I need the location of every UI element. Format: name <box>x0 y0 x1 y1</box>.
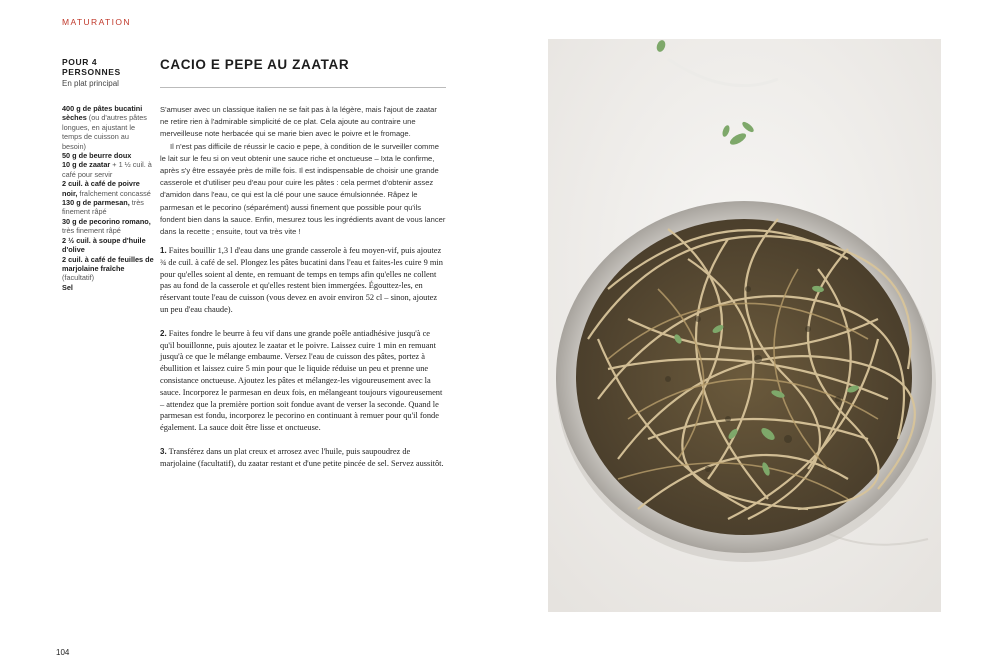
ingredient-item: 10 g de zaatar + 1 ½ cuil. à café pour servir <box>62 160 152 179</box>
serves-block <box>62 57 152 88</box>
step-number: 3. <box>160 446 167 456</box>
ingredient-item: Sel <box>62 282 73 292</box>
step-text: Transférez dans un plat creux et arrosez avec l'huile, puis saupoudrez de marjolaine (facultatif), du zaatar restant et d'une petite pincée de sel. Servez aussitôt. <box>160 446 444 468</box>
ingredient-list <box>62 104 154 292</box>
pasta-bowl-photo <box>548 39 941 612</box>
method-steps <box>160 245 446 482</box>
ingredient-item: 2 cuil. à café de poivre noir, fraîchement concassé <box>62 179 151 198</box>
step-text: Faites bouillir 1,3 l d'eau dans une grande casserole à feu moyen-vif, puis ajoutez ¾ de cuil. à café de sel. Plongez les pâtes bucatini dans l'eau et faites-les cuire 9 min pour qu'elles soient al dente, en remuant de temps en temps afin qu'elles ne collent pas au fond de la casserole et qu'elles restent bien immergées. Égouttez-les, en réservant toute l'eau de cuisson (vous devez en avoir environ 52 cl – sinon, ajoutez un peu d'eau chaude). <box>160 246 443 314</box>
step-number: 1. <box>160 246 167 255</box>
method-step <box>160 446 446 470</box>
ingredient-item: 30 g de pecorino romano, très finement râpé <box>62 216 151 236</box>
pasta-bowl-illustration <box>548 39 941 612</box>
title-divider <box>160 87 446 88</box>
step-text: Faites fondre le beurre à feu vif dans une grande poêle antiadhésive jusqu'à ce qu'il bouillonne, puis ajoutez le zaatar et le poivre. Laissez cuire 1 min en remuant jusqu'à ce que le mélange embaume. Versez l'eau de cuisson des pâtes, portez à ébullition et laissez cuire 5 min pour que le liquide réduise un peu et prenne une consistance onctueuse. Ajoutez les pâtes et mélangez-les vigoureusement avec la sauce. Incorporez le parmesan en deux fois, en mélangeant toujours vigoureusement – attendez que la première portion soit fondue avant de verser la seconde. Quand le parmesan est fondu, incorporez le pecorino en continuant à remuer pour qu'il fonde également. La sauce doit être lisse et onctueuse. <box>160 328 443 433</box>
serves-title: POUR 4 PERSONNES <box>62 57 121 77</box>
intro-text <box>160 104 446 238</box>
recipe-title: CACIO E PEPE AU ZAATAR <box>160 57 350 72</box>
page-number: 104 <box>56 648 70 657</box>
step-number: 2. <box>160 328 167 338</box>
intro-paragraph: S'amuser avec un classique italien ne se fait pas à la légère, mais l'ajout de zaatar ne retire rien à l'admirable simplicité de ce plat. Cela ajoute au contraire une merveilleuse note herbacée qui se marie bien avec le poivre et le fromage. <box>160 105 437 139</box>
section-label: MATURATION <box>62 17 131 27</box>
ingredient-item: 400 g de pâtes bucatini sèches (ou d'autres pâtes longues, en ajustant le temps de cuisson au besoin) <box>62 104 147 151</box>
ingredient-item: 2 cuil. à café de feuilles de marjolaine fraîche (facultatif) <box>62 254 154 283</box>
serves-subtitle: En plat principal <box>62 79 119 88</box>
method-step <box>160 328 446 434</box>
ingredient-item: 50 g de beurre doux <box>62 151 132 161</box>
ingredient-item: 130 g de parmesan, très finement râpé <box>62 198 144 217</box>
ingredient-item: 2 ½ cuil. à soupe d'huile d'olive <box>62 235 146 255</box>
intro-paragraph: Il n'est pas difficile de réussir le cacio e pepe, à condition de le surveiller comme le lait sur le feu si on veut obtenir une sauce riche et onctueuse – Ixta le confirme, après s'y être essayée près de mille fois. Il est indispensable de choisir une grande casserole et d'utiliser peu d'eau pour cuire les pâtes : cela permet d'obtenir assez d'amidon dans l'eau, ce qui est la clé pour une sauce émulsionnée. Râpez le parmesan et le pecorino (séparément) aussi finement que possible pour qu'ils fondent bien dans la sauce. Enfin, mesurez tous les ingrédients avant de vous lancer dans la recette ; ensuite, tout va très vite ! <box>160 141 446 237</box>
method-step <box>160 245 446 316</box>
